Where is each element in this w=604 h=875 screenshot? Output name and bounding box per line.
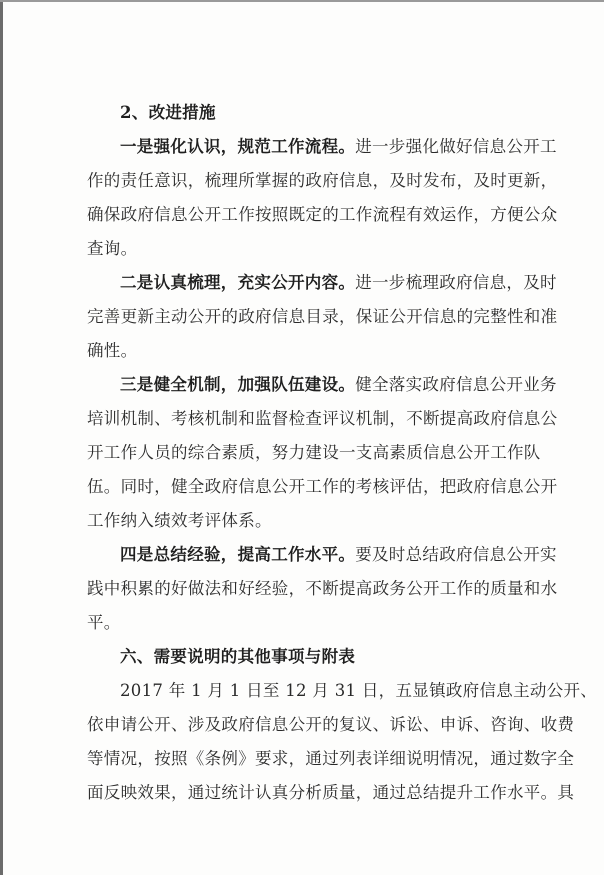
paragraph-lead: 四是总结经验，提高工作水平。 [120, 545, 356, 564]
paragraph-line [87, 538, 557, 572]
paragraph-lead: 一是强化认识，规范工作流程。 [120, 137, 356, 156]
scan-edge-left [0, 0, 3, 875]
section-heading-improvement: 2、改进措施 [120, 103, 216, 122]
paragraph-lead: 二是认真梳理，充实公开内容。 [120, 273, 356, 292]
paragraph-line: 平。 [87, 613, 121, 632]
paragraph-summarize-experience [87, 538, 558, 640]
paragraph-line: 面反映效果，通过统计认真分析质量，通过总结提升工作水平。具 [87, 783, 575, 802]
paragraph-line [87, 266, 557, 300]
paragraph-text: 进一步梳理政府信息，及时 [355, 273, 557, 292]
paragraph-line [87, 368, 557, 402]
paragraph-line: 开工作人员的综合素质，努力建设一支高素质信息公开工作队 [87, 443, 541, 462]
paragraph-careful-review [87, 266, 558, 368]
paragraph-line: 伍。同时，健全政府信息公开工作的考核评估，把政府信息公开 [87, 477, 558, 496]
document-body [87, 96, 598, 810]
paragraph-text: 健全落实政府信息公开业务 [355, 375, 557, 394]
paragraph-line: 2017 年 1 月 1 日至 12 月 31 日，五显镇政府信息主动公开、 [120, 681, 598, 700]
scan-edge-top [0, 0, 604, 2]
section-heading-other-matters: 六、需要说明的其他事项与附表 [120, 647, 356, 666]
paragraph-line: 依申请公开、涉及政府信息公开的复议、诉讼、申诉、咨询、收费 [87, 715, 575, 734]
paragraph-line: 确性。 [87, 341, 138, 360]
paragraph-line: 完善更新主动公开的政府信息目录，保证公开信息的完整性和准 [87, 307, 558, 326]
paragraph-line: 培训机制、考核机制和监督检查评议机制，不断提高政府信息公 [87, 409, 558, 428]
paragraph-line [87, 130, 557, 164]
paragraph-line: 查询。 [87, 239, 138, 258]
paragraph-text: 要及时总结政府信息公开实 [355, 545, 557, 564]
paragraph-text: 进一步强化做好信息公开工 [355, 137, 557, 156]
paragraph-line: 践中积累的好做法和好经验，不断提高政务公开工作的质量和水 [87, 579, 558, 598]
paragraph-line: 等情况，按照《条例》要求，通过列表详细说明情况，通过数字全 [87, 749, 575, 768]
paragraph-2017-summary [87, 674, 598, 810]
paragraph-improve-mechanism [87, 368, 558, 538]
paragraph-lead: 三是健全机制，加强队伍建设。 [120, 375, 356, 394]
paragraph-line: 作的责任意识，梳理所掌握的政府信息，及时发布，及时更新， [87, 171, 558, 190]
paragraph-line: 工作纳入绩效考评体系。 [87, 511, 272, 530]
paragraph-line: 确保政府信息公开工作按照既定的工作流程有效运作，方便公众 [87, 205, 558, 224]
paragraph-strengthen-awareness [87, 130, 558, 266]
